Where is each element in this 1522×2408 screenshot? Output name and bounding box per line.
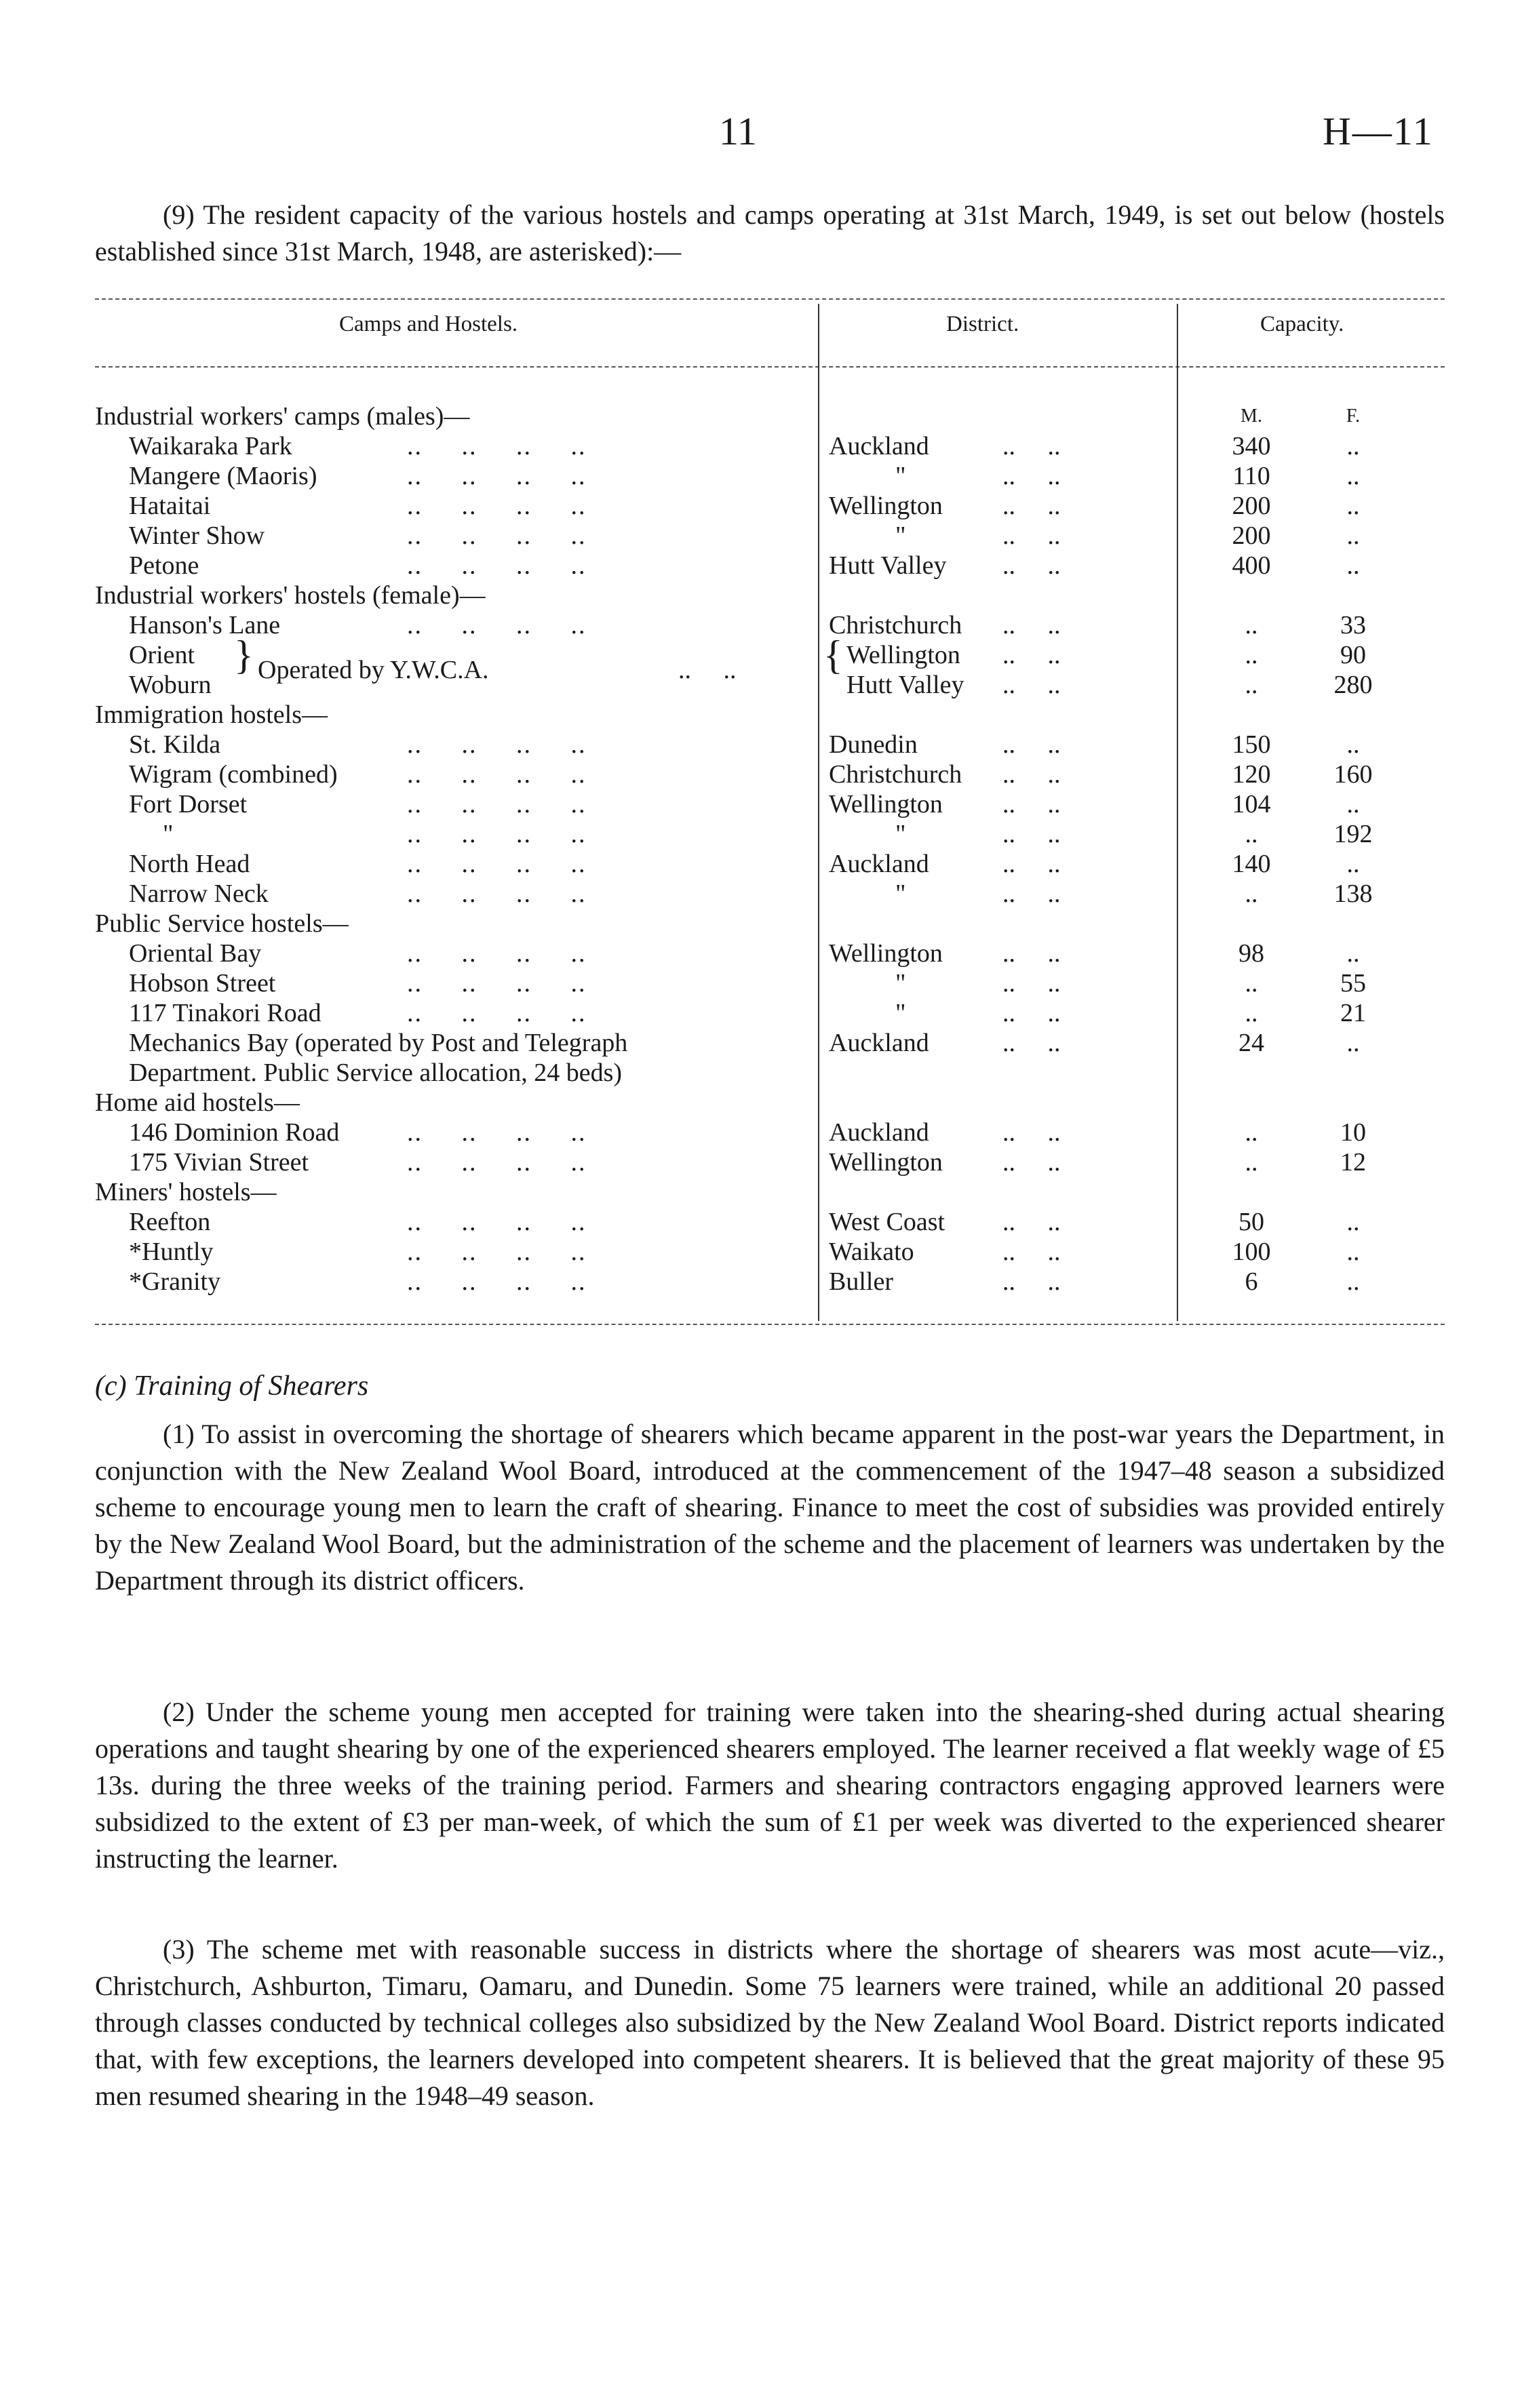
table-row [0,700,1522,730]
paragraph-3: (3) The scheme met with reasonable success in districts where the shortage of shearers was most acute—viz., Christchurch, Ashburton, Timaru, Oamaru, and Dunedin. Some 75 learners were trained, while an additional 20 passed through classes conducted by technical colleges also subsidized by the New Zealand Wool Board. District reports indicated that, with few exceptions, the learners developed into competent shearers. It is believed that the great majority of these 95 men resumed shearing in the 1948–49 season. [95,1934,1445,2111]
table-row: Hataitai .. .. .. .. Wellington .. .. 200 .. [129,492,1360,520]
table-row: *Granity .. .. .. .. Buller .. .. 6 .. [129,1267,1360,1296]
female-label: F. [1346,406,1361,427]
table-row: Woburn Hutt Valley .. .. .. 280 [129,671,1373,699]
table-row: 175 Vivian Street .. .. .. .. Wellington .. .. .. 12 [129,1148,1366,1177]
operated-dots: .. .. [678,656,737,684]
group-label: Miners' hostels— [95,1178,277,1206]
table-row: North Head .. .. .. .. Auckland .. .. 140 .. [129,850,1360,878]
table-row: Department. Public Service allocation, 24 beds) [129,1059,623,1087]
section-heading: (c) Training of Shearers [95,1370,369,1402]
male-label: M. [1241,406,1262,427]
table-row [0,1088,1522,1118]
table-row [0,1177,1522,1207]
group-label: Industrial workers' camps (males)— [95,402,470,431]
table-row: Mangere (Maoris) .. .. .. .. " .. .. 110 .. [129,462,1360,490]
paragraph-1: (1) To assist in overcoming the shortage of shearers which became apparent in the post-war years the Department, in conjunction with the New Zealand Wool Board, introduced at the commencement of the 1947–48 season a subsidized scheme to encourage young men to learn the craft of shearing. Finance to meet the cost of subsidies was provided entirely by the New Zealand Wool Board, but the administration of the scheme and the placement of learners was undertaken by the Department through its district officers. [95,1419,1445,1596]
table-row: *Huntly .. .. .. .. Waikato .. .. 100 .. [129,1238,1360,1266]
table-row: Reefton .. .. .. .. West Coast .. .. 50 .. [129,1208,1360,1236]
page-number: 11 [719,109,757,153]
page-reference: H—11 [1323,109,1434,153]
table-row: Narrow Neck .. .. .. .. " .. .. .. 138 [129,880,1373,908]
operated-by-label: Operated by Y.W.C.A. [258,656,489,684]
table-top-rule [95,298,1445,300]
table-row [0,580,1522,610]
paragraph-2: (2) Under the scheme young men accepted for training were taken into the shearing-shed during actual shearing operations and taught shearing by one of the experienced shearers employed. The learner received a flat weekly wage of £5 13s. during the three weeks of the training period. Farmers and shearing contractors engaging approved learners were subsidized to the extent of £3 per man-week, of which the sum of £1 per week was diverted to the experienced shearer instructing the learner. [95,1697,1445,1874]
table-header-rule [95,366,1445,368]
group-label: Immigration hostels— [95,700,328,729]
table-bottom-rule [95,1324,1445,1325]
group-label: Public Service hostels— [95,909,349,938]
intro-paragraph: (9) The resident capacity of the various hostels and camps operating at 31st March, 1949, is set out below (hostels established since 31st March, 1948, are asterisked):— [95,199,1445,267]
table-row: Fort Dorset .. .. .. .. Wellington .. .. 104 .. [129,790,1360,818]
table-row: 146 Dominion Road .. .. .. .. Auckland .. .. .. 10 [129,1118,1366,1147]
header-district: District. [946,312,1019,336]
table-row: Waikaraka Park .. .. .. .. Auckland .. .. 340 .. [129,432,1360,460]
header-camps: Camps and Hostels. [339,312,518,336]
table-row: Hanson's Lane .. .. .. .. Christchurch .. .. .. 33 [129,611,1366,639]
table-row: Mechanics Bay (operated by Post and Telegraph Auckland .. .. 24 .. [129,1029,1360,1057]
brace-right-icon: } [234,633,254,677]
table-row: Orient Wellington .. .. .. 90 [129,641,1366,669]
table-row [0,909,1522,939]
group-label: Home aid hostels— [95,1088,300,1117]
header-capacity: Capacity. [1260,312,1344,336]
table-row: Hobson Street .. .. .. .. " .. .. .. 55 [129,969,1366,998]
table-row: " .. .. .. .. " .. .. .. 192 [163,820,1373,848]
table-row: Winter Show .. .. .. .. " .. .. 200 .. [129,521,1360,550]
table-row [0,401,1522,431]
table-row: 117 Tinakori Road .. .. .. .. " .. .. .. 21 [129,999,1366,1027]
table-row: Petone .. .. .. .. Hutt Valley .. .. 400 .. [129,551,1360,580]
table-row: Wigram (combined) .. .. .. .. Christchurch .. .. 120 160 [129,760,1373,789]
brace-left-icon: { [823,633,843,677]
table-row: St. Kilda .. .. .. .. Dunedin .. .. 150 .. [129,730,1360,759]
table-row: Oriental Bay .. .. .. .. Wellington .. .. 98 .. [129,939,1360,968]
group-label: Industrial workers' hostels (female)— [95,581,486,610]
